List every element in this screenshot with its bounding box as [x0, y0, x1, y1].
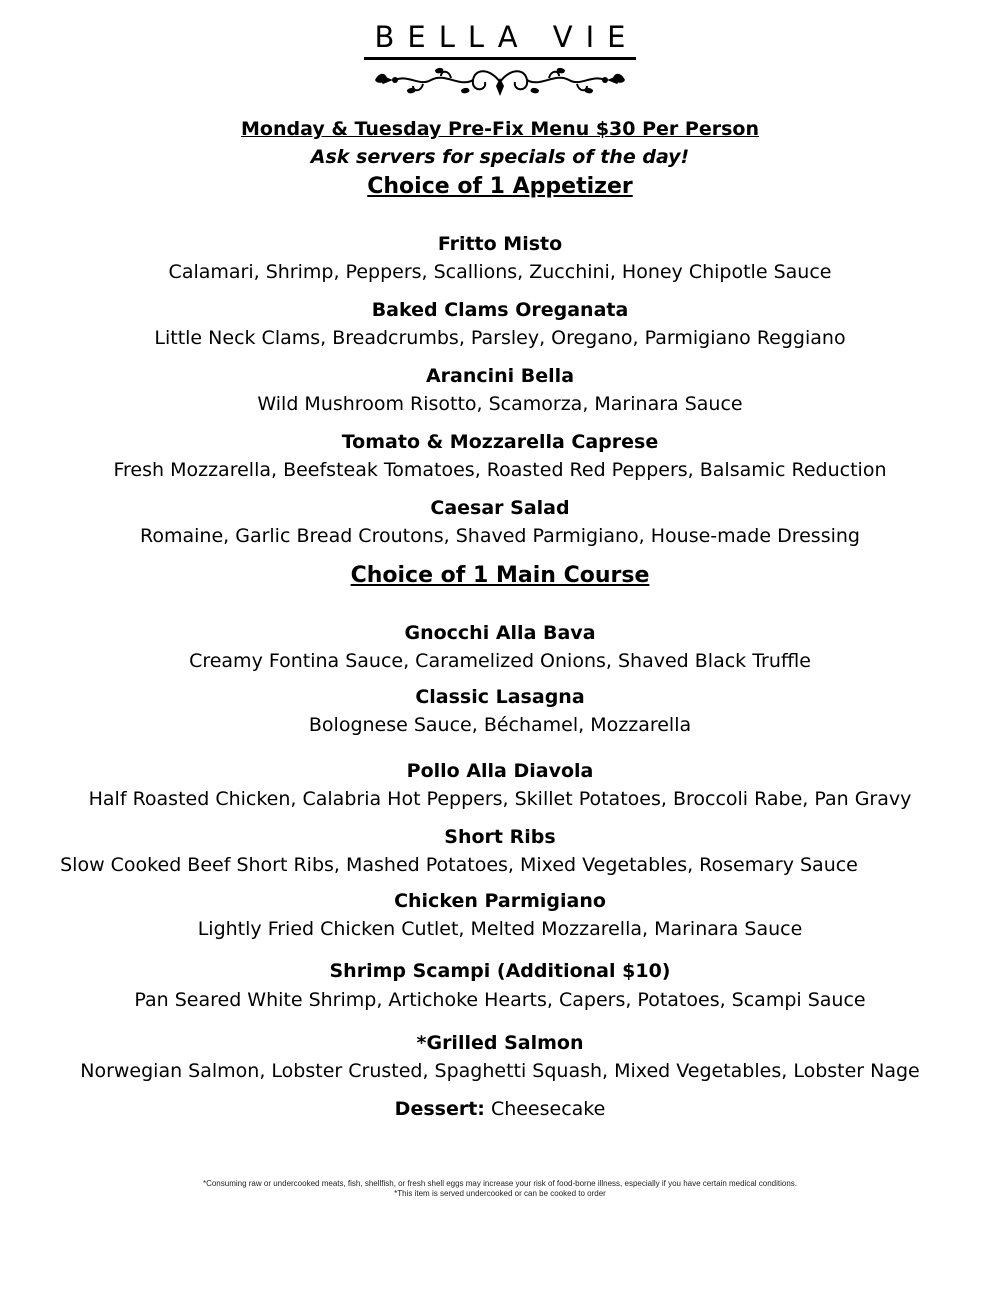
appetizer-heading: Choice of 1 Appetizer — [367, 174, 633, 199]
dessert-line — [0, 1098, 1000, 1120]
dish-description: Wild Mushroom Risotto, Scamorza, Marinara Sauce — [257, 393, 743, 415]
dish-description: Half Roasted Chicken, Calabria Hot Peppers, Skillet Potatoes, Broccoli Rabe, Pan Gravy — [88, 788, 912, 810]
dessert-value: Cheesecake — [490, 1098, 606, 1120]
menu-tagline: Ask servers for specials of the day! — [310, 146, 690, 168]
dish-description: Calamari, Shrimp, Peppers, Scallions, Zucchini, Honey Chipotle Sauce — [168, 261, 832, 283]
dish-name: Gnocchi Alla Bava — [404, 622, 596, 644]
main-course-heading: Choice of 1 Main Course — [350, 563, 650, 588]
dish-description: Little Neck Clams, Breadcrumbs, Parsley, Oregano, Parmigiano Reggiano — [154, 327, 846, 349]
dish-description: Fresh Mozzarella, Beefsteak Tomatoes, Roasted Red Peppers, Balsamic Reduction — [113, 459, 887, 481]
restaurant-logo — [0, 18, 1000, 102]
dish-name: Baked Clams Oreganata — [371, 299, 629, 321]
vine-ornament-icon — [365, 62, 635, 102]
dish-name: Pollo Alla Diavola — [406, 760, 594, 782]
dish-description: Pan Seared White Shrimp, Artichoke Hearts, Capers, Potatoes, Scampi Sauce — [134, 989, 866, 1011]
dish-description: Bolognese Sauce, Béchamel, Mozzarella — [308, 714, 692, 736]
dish-name: Short Ribs — [444, 826, 556, 848]
dish-name: *Grilled Salmon — [416, 1032, 584, 1054]
dish-description: Slow Cooked Beef Short Ribs, Mashed Potatoes, Mixed Vegetables, Rosemary Sauce — [60, 854, 858, 876]
brand-name: BELLA VIE — [374, 20, 639, 54]
dish-name: Shrimp Scampi (Additional $10) — [329, 960, 671, 982]
undercooked-note: *This item is served undercooked or can be cooked to order — [394, 1189, 606, 1198]
dessert-label: Dessert: — [394, 1098, 485, 1120]
dish-description: Romaine, Garlic Bread Croutons, Shaved Parmigiano, House-made Dressing — [140, 525, 860, 547]
dish-name: Fritto Misto — [437, 233, 563, 255]
dish-name: Chicken Parmigiano — [394, 890, 606, 912]
health-disclaimer: *Consuming raw or undercooked meats, fish, shellfish, or fresh shell eggs may increase your risk of food-borne illness, especially if you have certain medical conditions. — [202, 1179, 798, 1188]
dish-name: Classic Lasagna — [415, 686, 585, 708]
menu-title: Monday & Tuesday Pre-Fix Menu $30 Per Person — [241, 118, 759, 140]
dish-name: Caesar Salad — [430, 497, 570, 519]
dish-name: Arancini Bella — [425, 365, 575, 387]
dish-name: Tomato & Mozzarella Caprese — [341, 431, 659, 453]
dish-description: Norwegian Salmon, Lobster Crusted, Spaghetti Squash, Mixed Vegetables, Lobster Nage — [80, 1060, 920, 1082]
dish-description: Creamy Fontina Sauce, Caramelized Onions, Shaved Black Truffle — [189, 650, 811, 672]
dish-description: Lightly Fried Chicken Cutlet, Melted Mozzarella, Marinara Sauce — [197, 918, 803, 940]
brand-underline — [364, 57, 636, 60]
